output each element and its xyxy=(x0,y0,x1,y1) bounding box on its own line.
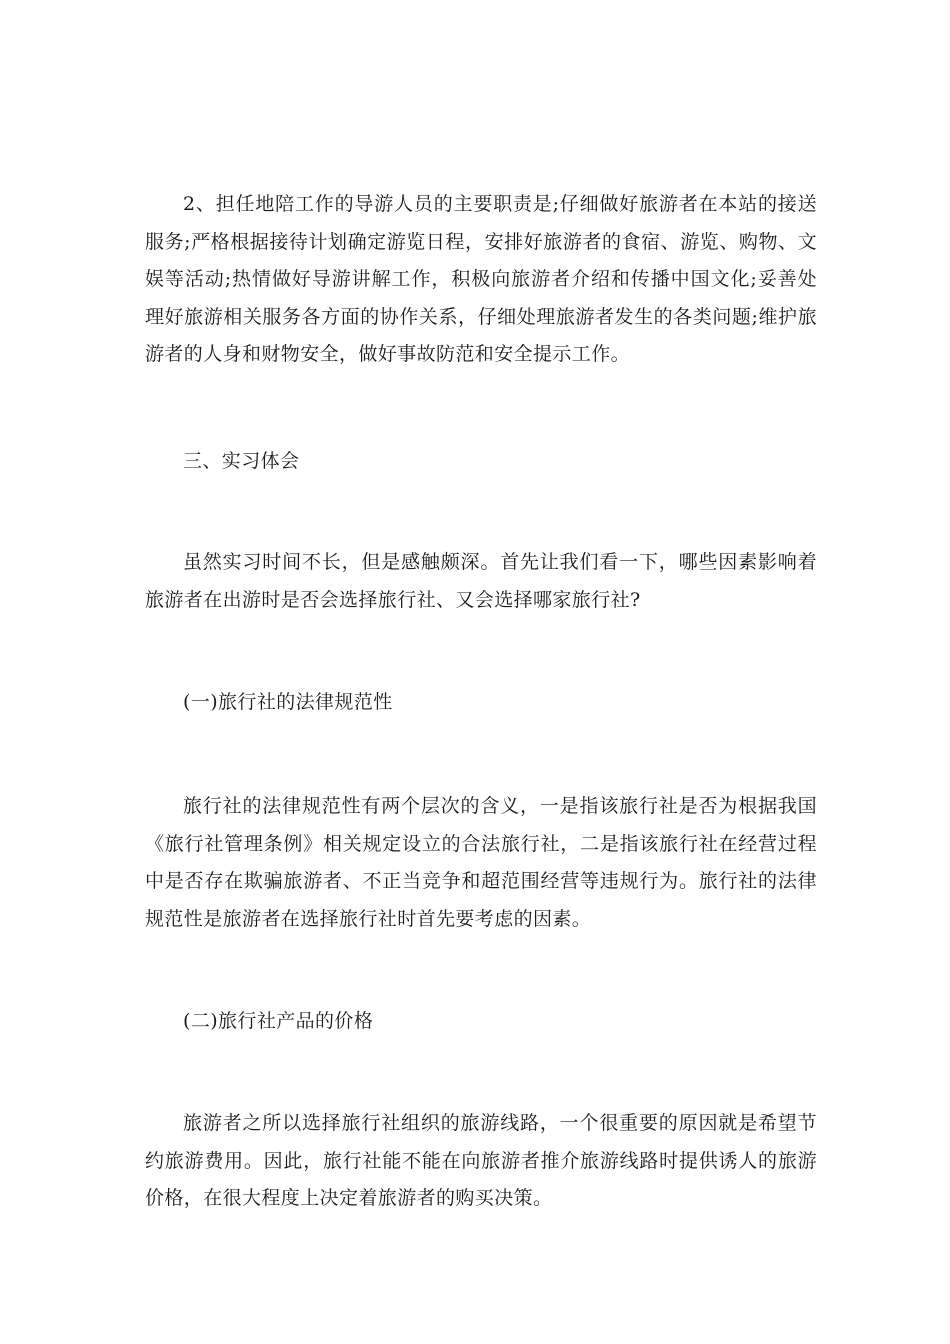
paragraph-guide-duties: 2、担任地陪工作的导游人员的主要职责是;仔细做好旅游者在本站的接送服务;严格根据接待计划确定游览日程，安排好旅游者的食宿、游览、购物、文娱等活动;热情做好导游讲解工作，积极向旅游者介绍和传播中国文化;妥善处理好旅游相关服务各方面的协作关系，仔细处理旅游者发生的各类问题;维护旅游者的人身和财物安全，做好事故防范和安全提示工作。 xyxy=(145,193,817,366)
subheading-legal-compliance: (一)旅行社的法律规范性 xyxy=(183,691,393,713)
subheading-product-price: (二)旅行社产品的价格 xyxy=(183,1010,374,1032)
paragraph-product-price: 旅游者之所以选择旅行社组织的旅游线路，一个很重要的原因就是希望节约旅游费用。因此，旅行社能不能在向旅游者推介旅游线路时提供诱人的旅游价格，在很大程度上决定着旅游者的购买决策。 xyxy=(145,1112,817,1210)
section-heading-internship-reflections: 三、实习体会 xyxy=(183,450,300,472)
paragraph-intro: 虽然实习时间不长，但是感触颇深。首先让我们看一下，哪些因素影响着旅游者在出游时是否会选择旅行社、又会选择哪家旅行社? xyxy=(145,551,817,611)
paragraph-legal-compliance: 旅行社的法律规范性有两个层次的含义，一是指该旅行社是否为根据我国《旅行社管理条例》相关规定设立的合法旅行社，二是指该旅行社在经营过程中是否存在欺骗旅游者、不正当竞争和超范围经营等违规行为。旅行社的法律规范性是旅游者在选择旅行社时首先要考虑的因素。 xyxy=(145,795,817,930)
